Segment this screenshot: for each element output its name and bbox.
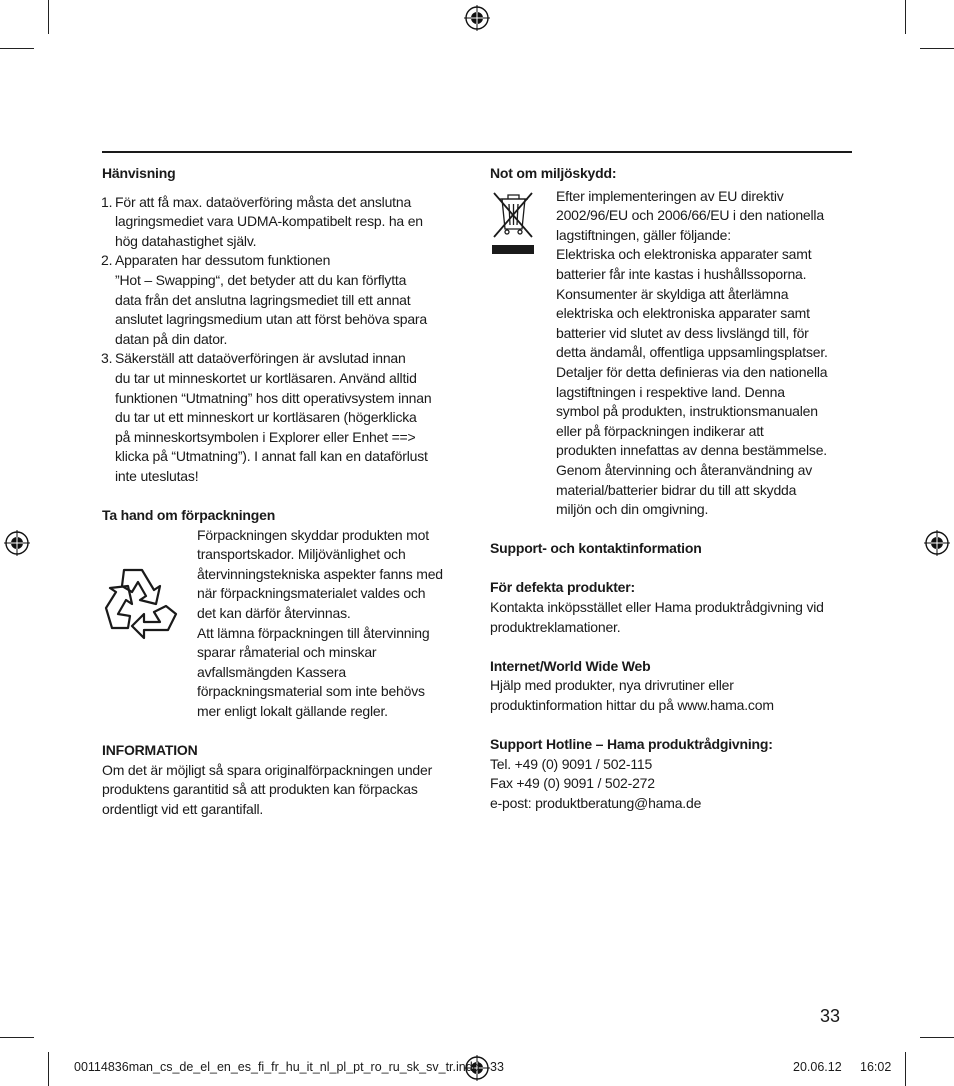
hotline-email: e-post: produktberatung@hama.de [490,795,702,811]
crop-mark [905,1052,906,1086]
crop-mark [905,0,906,34]
list-item: 3. Säkerställ att dataöverföringen är avslutad innan du tar ut minneskortet ur kortläsaren. Använd alltid funktionen “Utmatning” hos ditt operativsystem innan du tar ut ett minneskort ur kortläsaren (högerklicka på minneskortsymbolen i Explorer eller Enhet ==> klicka på “Utmatning”). I annat fall kan en dataförlust inte uteslutas! [101,350,432,484]
footer-date: 20.06.12 [793,1060,842,1074]
crop-mark [48,1052,49,1086]
footer-time: 16:02 [860,1060,892,1074]
hotline-fax: Fax +49 (0) 9091 / 502-272 [490,775,655,792]
header-rule [102,151,852,153]
information-heading: INFORMATION [102,742,198,759]
list-item: 1. För att få max. dataöverföring måsta det anslutna lagringsmediet vara UDMA-kompatibelt resp. ha en hög datahastighet själv. [101,193,423,249]
page-number: 33 [820,1006,841,1026]
crop-mark [920,1037,954,1038]
registration-mark-icon [4,530,30,556]
notice-list [102,193,467,487]
recycle-icon [102,564,184,642]
registration-mark-icon [924,530,950,556]
notice-heading: Hänvisning [102,165,176,181]
crop-mark [0,1037,34,1038]
web-heading: Internet/World Wide Web [490,657,651,674]
weee-crossed-bin-icon [490,189,536,257]
support-heading: Support- och kontaktinformation [490,540,702,557]
footer-file: 00114836man_cs_de_el_en_es_fi_fr_hu_it_nl_pl_pt_ro_ru_sk_sv_tr.indd 33 [74,1060,504,1074]
crop-mark [0,48,34,49]
right-column: Not om miljöskydd: Efter implementeringen av EU direktiv 2002/96/EU och 2006/66/EU i den nationella lagstiftningen, gäller följande: Elektriska och elektroniska apparater samt batterier får inte kastas i hushållssoporna. Konsumenter är skyldiga att återlämna elektriska och elektroniska apparater samt batterier vid slutet av dess livslängd till, för detta ändamål, offentliga uppsamlingsplatser. Detaljer för detta definieras via den nationella lagstiftningen i respektive land. Denna symbol på produkten, instruktionsmanualen eller på förpackningen indikerar att produkten innefattas av denna bestämmelse. Genom återvinning och återanvändning av material/batterier bidrar du till att skydda miljön och din omgivning. Support- och kontaktinformation För defekta produkter: Kontakta inköpsstället eller Hama produktrådgivning vid produktreklamationer. Internet/World Wide Web Hjälp med produkter, nya drivrutiner eller produktinformation hittar du på www.hama.com Support Hotline – Hama produktrådgivning: Tel. +49 (0) 9091 / 502-115 Fax +49 (0) 9091 / 502-272 e-post: produktberatung@hama.de [490,164,858,814]
crop-mark [48,0,49,34]
registration-mark-icon [464,5,490,31]
list-item: 2. Apparaten har dessutom funktionen ”Hot – Swapping“, det betyder att du kan förflytta data från det anslutna lagringsmediet till ett annat anslutet lagringsmedium utan att först behöva spara datan på din dator. [101,252,427,347]
left-column: Hänvisning 1. För att få max. dataöverföring måsta det anslutna lagringsmediet vara UDMA-kompatibelt resp. ha en hög datahastighet själv. 2. Apparaten har dessutom funktionen ”Hot – Swapping“, det betyder att du kan förflytta data från det anslutna lagringsmediet till ett annat anslutet lagringsmedium utan att först behöva spara datan på din dator. 3. Säkerställ att dataöverföringen är avslutad innan du tar ut minneskortet ur kortläsaren. Använd alltid funktionen “Utmatning” hos ditt operativsystem innan du tar ut ett minneskort ur kortläsaren (högerklicka på minneskortsymbolen i Explorer eller Enhet ==> klicka på “Utmatning”). I annat fall kan en dataförlust inte uteslutas! Ta hand om förpackningen Förpackningen skyddar produkten mot transportskador. Miljövänlighet och återvinningstekniska aspekter fanns med när förpackningsmaterialet valdes och det kan därför återvinnas. Att lämna förpackningen till återvinning sparar råmaterial och minskar avfallsmängden Kassera förpackningsmaterial som inte behövs mer enligt lokalt gällande regler. INFORMATION Om det är möjligt så spara originalförpackningen under produktens garantitid så att produkten kan förpackas ordentligt vid ett garantifall. [102,164,467,820]
crop-mark [920,48,954,49]
hotline-heading: Support Hotline – Hama produktrådgivning: [490,736,773,753]
hotline-phone: Tel. +49 (0) 9091 / 502-115 [490,755,653,772]
packaging-heading: Ta hand om förpackningen [102,507,276,524]
environment-heading: Not om miljöskydd: [490,165,617,181]
defective-heading: För defekta produkter: [490,579,635,596]
packaging-block: Förpackningen skyddar produkten mot transportskador. Miljövänlighet och återvinningstekniska aspekter fanns med när förpackningsmaterialet valdes och det kan därför återvinnas. Att lämna förpackningen till återvinning sparar råmaterial och minskar avfallsmängden Kassera förpackningsmaterial som inte behövs mer enligt lokalt gällande regler. [102,526,467,722]
